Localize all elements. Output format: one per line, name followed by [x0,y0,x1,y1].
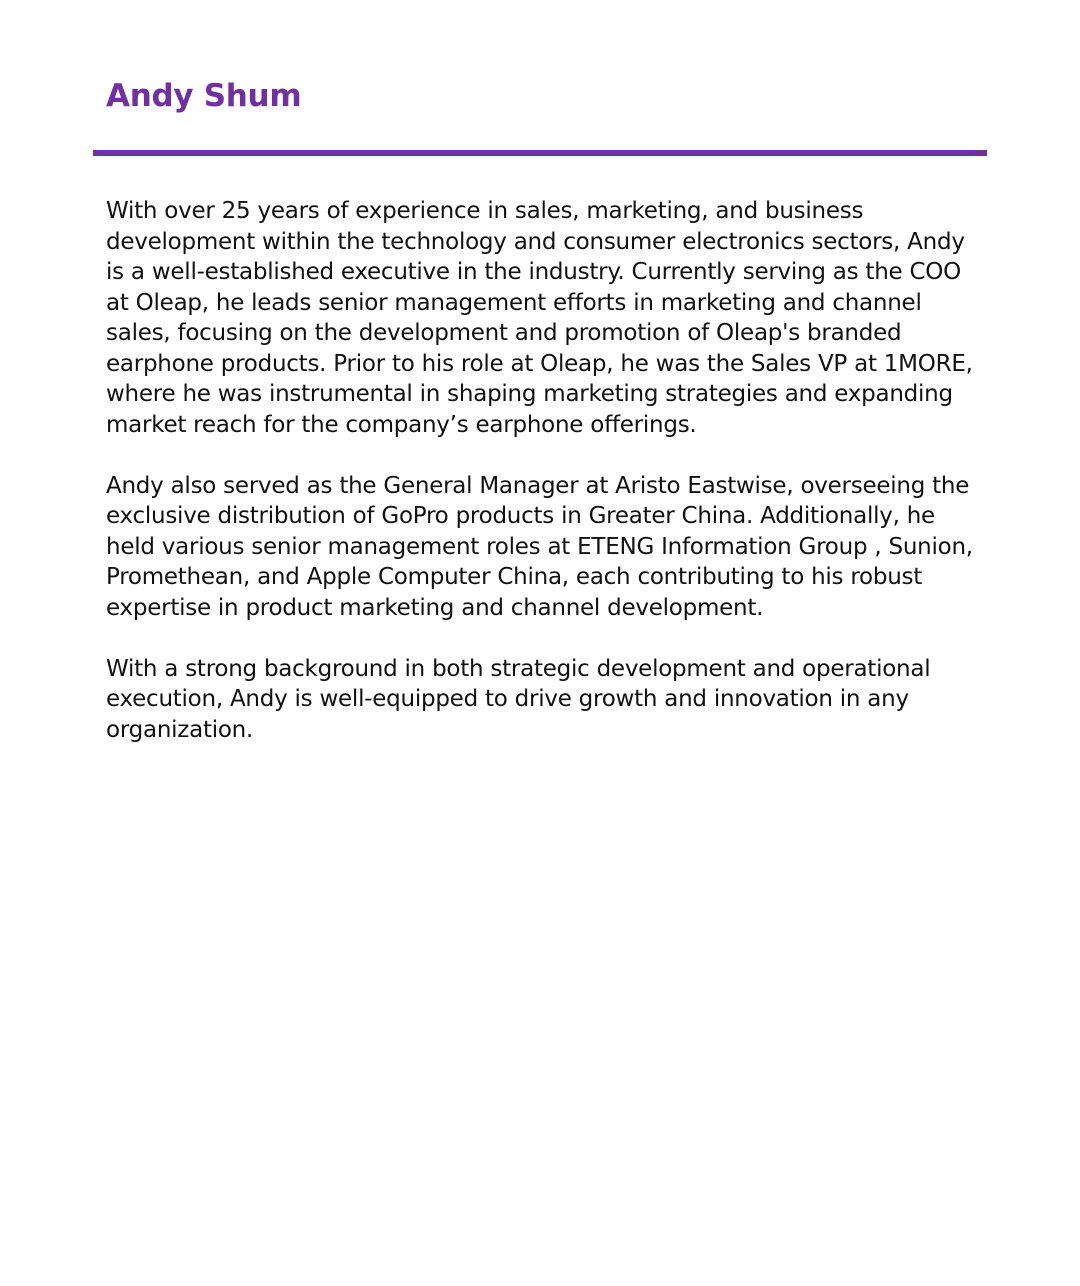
person-name-heading: Andy Shum [106,78,302,114]
bio-body [106,196,986,776]
bio-paragraph: With over 25 years of experience in sales, marketing, and business development within the technology and consumer electronics sectors, Andy is a well-established executive in the industry. Currently serving as the COO at Oleap, he leads senior management efforts in marketing and channel sales, focusing on the development and promotion of Oleap's branded earphone products. Prior to his role at Oleap, he was the Sales VP at 1MORE, where he was instrumental in shaping marketing strategies and expanding market reach for the company’s earphone offerings. [106,198,973,438]
bio-paragraph: With a strong background in both strategic development and operational execution, Andy is well-equipped to drive growth and innovation in any organization. [106,655,931,743]
heading-divider [93,150,987,156]
bio-paragraph: Andy also served as the General Manager at Aristo Eastwise, overseeing the exclusive distribution of GoPro products in Greater China. Additionally, he held various senior management roles at ETENG Information Group , Sunion, Promethean, and Apple Computer China, each contributing to his robust expertise in product marketing and channel development. [106,472,973,621]
